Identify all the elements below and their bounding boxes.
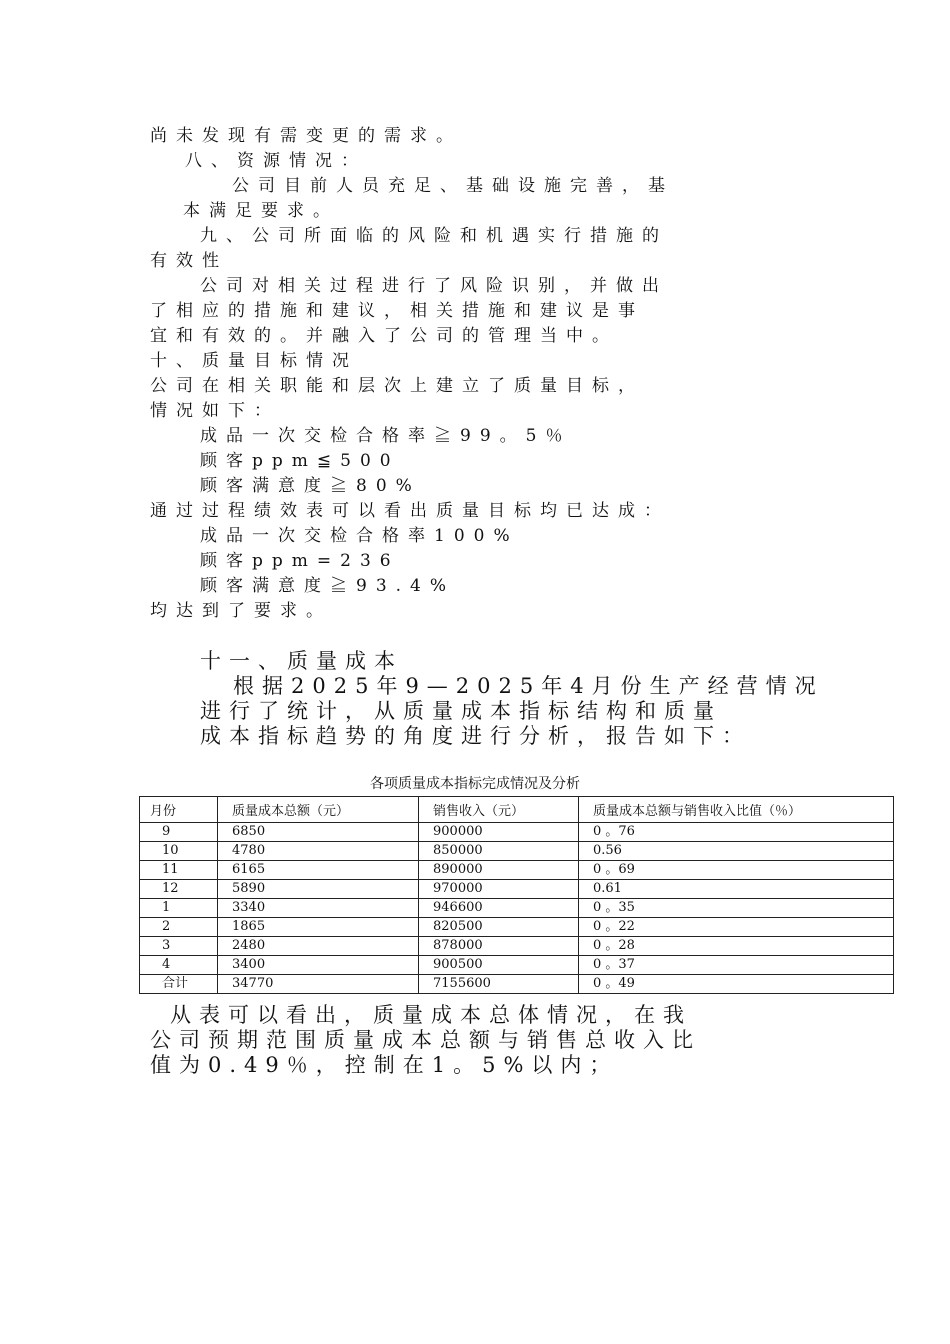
cell-ratio: 0 。22 — [579, 918, 894, 937]
text-line: 宜和有效的。并融入了公司的管理当中。 — [150, 326, 618, 346]
cell-sales: 970000 — [419, 880, 579, 899]
cell-sales: 890000 — [419, 861, 579, 880]
text-line: 通过过程绩效表可以看出质量目标均已达成： — [150, 501, 670, 521]
heading-risk: 九、公司所面临的风险和机遇实行措施的 — [200, 226, 668, 246]
text-line: 成本指标趋势的角度进行分析，报告如下： — [200, 724, 751, 748]
cell-month: 3 — [140, 937, 218, 956]
table-row — [140, 880, 894, 899]
table-row — [140, 918, 894, 937]
cell-month: 11 — [140, 861, 218, 880]
cell-cost: 34770 — [218, 975, 419, 994]
col-header-cost-total: 质量成本总额（元） — [218, 797, 419, 823]
cell-sales: 900500 — [419, 956, 579, 975]
cell-month: 1 — [140, 899, 218, 918]
table-header-row — [140, 797, 894, 823]
text-line: 本满足要求。 — [183, 201, 339, 221]
result-item: 顾客满意度≧93.4% — [200, 576, 456, 596]
objective-item: 成品一次交检合格率≧99。5％ — [200, 426, 572, 446]
text-line: 公司在相关职能和层次上建立了质量目标， — [150, 376, 644, 396]
result-item: 成品一次交检合格率100% — [200, 526, 519, 546]
cell-ratio: 0 。76 — [579, 823, 894, 842]
text-line: 均达到了要求。 — [150, 601, 332, 621]
cell-cost: 3340 — [218, 899, 419, 918]
cell-month: 10 — [140, 842, 218, 861]
cell-ratio: 0 。28 — [579, 937, 894, 956]
table-caption: 各项质量成本指标完成情况及分析 — [370, 776, 580, 792]
cell-month: 合计 — [140, 975, 218, 994]
cell-sales: 820500 — [419, 918, 579, 937]
cell-month: 9 — [140, 823, 218, 842]
cell-ratio: 0 。37 — [579, 956, 894, 975]
text-line: 值为0.49％，控制在1。5%以内； — [150, 1053, 619, 1077]
cell-sales: 900000 — [419, 823, 579, 842]
table-total-row — [140, 975, 894, 994]
cell-cost: 5890 — [218, 880, 419, 899]
table-row — [140, 956, 894, 975]
text-line: 情况如下： — [150, 401, 280, 421]
heading-quality-objectives: 十、质量目标情况 — [150, 351, 358, 371]
text-line: 公司对相关过程进行了风险识别，并做出 — [200, 276, 668, 296]
cell-cost: 2480 — [218, 937, 419, 956]
cell-month: 2 — [140, 918, 218, 937]
cell-ratio: 0 。35 — [579, 899, 894, 918]
table-row — [140, 937, 894, 956]
text-line: 尚未发现有需变更的需求。 — [150, 126, 462, 146]
table-row — [140, 823, 894, 842]
col-header-ratio: 质量成本总额与销售收入比值（％） — [579, 797, 894, 823]
cell-ratio: 0.56 — [579, 842, 894, 861]
cell-month: 12 — [140, 880, 218, 899]
text-line: 进行了统计，从质量成本指标结构和质量 — [200, 699, 722, 723]
cell-month: 4 — [140, 956, 218, 975]
heading-quality-cost: 十一、质量成本 — [200, 649, 403, 673]
cell-sales: 850000 — [419, 842, 579, 861]
text-line: 公司目前人员充足、基础设施完善，基 — [232, 176, 674, 196]
cell-cost: 6850 — [218, 823, 419, 842]
cell-cost: 1865 — [218, 918, 419, 937]
col-header-month: 月份 — [140, 797, 218, 823]
table-row — [140, 861, 894, 880]
cell-ratio: 0 。49 — [579, 975, 894, 994]
text-line: 根据2025年9—2025年4月份生产经营情况 — [233, 674, 824, 698]
table-row — [140, 899, 894, 918]
cell-cost: 4780 — [218, 842, 419, 861]
cell-ratio: 0.61 — [579, 880, 894, 899]
cell-cost: 3400 — [218, 956, 419, 975]
text-line: 公司预期范围质量成本总额与销售总收入比 — [150, 1028, 701, 1052]
cell-sales: 878000 — [419, 937, 579, 956]
heading-resources: 八、资源情况： — [185, 151, 367, 171]
table-row — [140, 842, 894, 861]
col-header-sales: 销售收入（元） — [419, 797, 579, 823]
text-line: 了相应的措施和建议，相关措施和建议是事 — [150, 301, 644, 321]
cell-cost: 6165 — [218, 861, 419, 880]
cell-sales: 7155600 — [419, 975, 579, 994]
objective-item: 顾客满意度≧80% — [200, 476, 421, 496]
objective-item: 顾客ppm≦500 — [200, 451, 400, 471]
result-item: 顾客ppm=236 — [200, 551, 400, 571]
quality-cost-table — [139, 796, 894, 994]
cell-sales: 946600 — [419, 899, 579, 918]
cell-ratio: 0 。69 — [579, 861, 894, 880]
text-line: 有效性 — [150, 251, 228, 271]
text-line: 从表可以看出，质量成本总体情况，在我 — [170, 1003, 692, 1027]
